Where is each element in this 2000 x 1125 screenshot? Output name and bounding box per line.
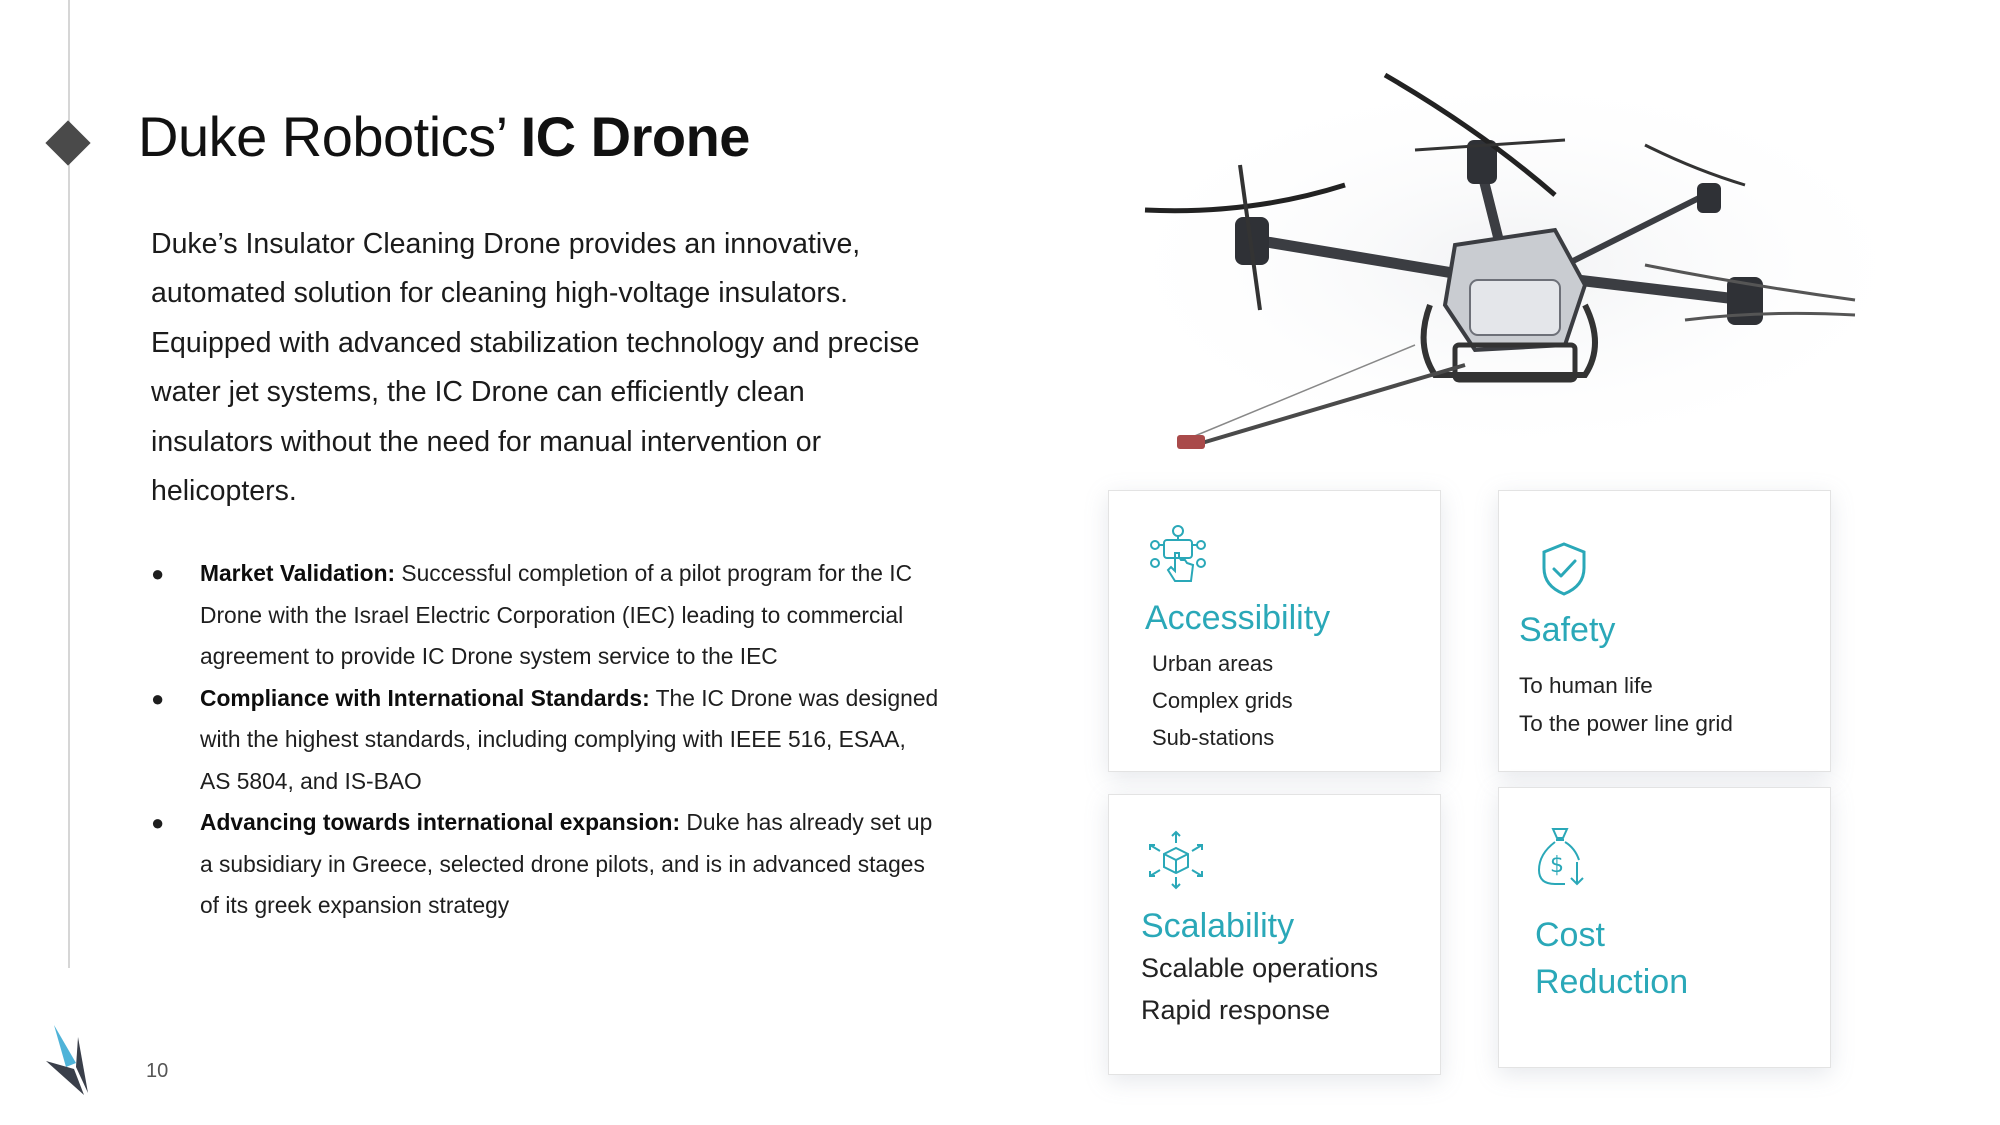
bullet-list (151, 553, 941, 927)
title-light: Duke Robotics’ (138, 105, 521, 168)
bullet-text: Successful completion of a pilot program for the IC Drone with the Israel Electric Corporation (IEC) leading to commercial agreement to provide IC Drone system service to the IEC (200, 560, 913, 669)
card-cost-reduction (1498, 787, 1831, 1068)
bullet-bold: Market Validation: (200, 560, 396, 586)
bullet-bold: Compliance with International Standards: (200, 684, 650, 711)
diamond-marker (45, 120, 90, 165)
shield-check-icon (1539, 541, 1589, 597)
card-item: Urban areas (1152, 651, 1274, 676)
drone-image (1085, 45, 1945, 475)
card-scalability (1108, 794, 1441, 1075)
card-safety (1498, 490, 1831, 772)
bullet-item (151, 678, 941, 803)
card-item: To the power line grid (1519, 711, 1733, 736)
bullet-text: Duke has already set up a subsidiary in Greece, selected drone pilots, and is in advanced stages of its greek expansion strategy (200, 809, 933, 918)
money-bag-down-icon (1535, 826, 1589, 888)
page-number: 10 (146, 1060, 169, 1082)
card-item: Complex grids (1152, 688, 1293, 713)
slide-title (138, 104, 750, 169)
card-item: Rapid response (1141, 995, 1331, 1025)
card-title: Accessibility (1145, 599, 1331, 637)
card-item: Sub-stations (1152, 725, 1275, 750)
bullet-dot: ● (151, 685, 165, 711)
bullet-item (151, 553, 941, 678)
bullet-item (151, 802, 941, 927)
card-title: Scalability (1141, 907, 1295, 945)
company-logo (44, 1023, 104, 1096)
intro-paragraph: Duke’s Insulator Cleaning Drone provides an innovative, automated solution for cleaning high-voltage insulators. Equipped with advanced stabilization technology and precise water jet systems, the IC Drone can efficiently clean insulators without the need for manual intervention or helicopters. (151, 228, 920, 508)
card-title-line2: Reduction (1535, 963, 1689, 1001)
card-title: Safety (1519, 611, 1616, 649)
svg-text:$: $ (1550, 853, 1564, 878)
bullet-bold: Advancing towards international expansion: (200, 809, 681, 835)
bullet-text: The IC Drone was designed with the highest standards, including complying with IEEE 516, ESAA, AS 5804, and IS-BAO (200, 684, 939, 794)
card-title-line1: Cost (1535, 916, 1605, 954)
card-item: To human life (1519, 673, 1653, 698)
title-bold: IC Drone (520, 105, 750, 168)
bullet-dot: ● (151, 561, 165, 586)
card-item: Scalable operations (1141, 953, 1379, 983)
bullet-dot: ● (151, 810, 165, 835)
card-accessibility (1108, 490, 1441, 772)
expand-cube-icon (1147, 830, 1205, 890)
touch-network-icon (1147, 523, 1209, 585)
